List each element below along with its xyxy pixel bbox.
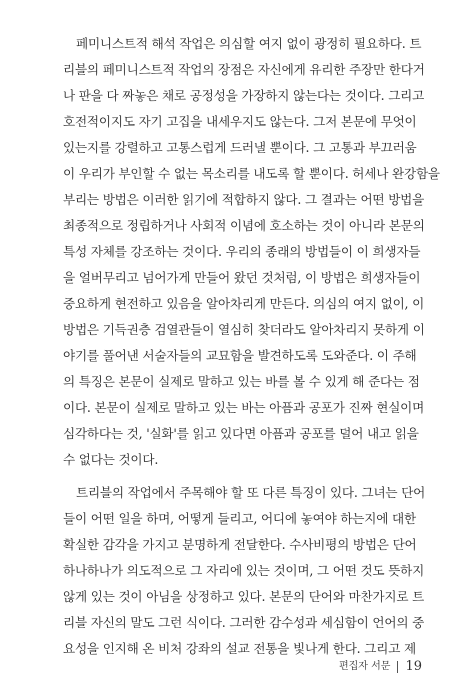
text-line: 의 특징은 본문이 실제로 말하고 있는 바를 볼 수 있게 해 준다는 점 — [63, 374, 420, 389]
text-line: 않게 있는 것이 아님을 상정하고 있다. 본문의 단어와 마찬가지로 트 — [63, 589, 425, 604]
running-section-title: 편집자 서문 — [338, 661, 391, 672]
text-line: 나 판을 다 짜놓은 채로 공정성을 가장하지 않는다는 것이다. 그리고 — [63, 88, 425, 103]
text-line: 심각하다는 것, '실화'를 읽고 있다면 아픔과 공포를 덜어 내고 읽을 — [63, 426, 419, 441]
text-line: 있는지를 강렬하고 고통스럽게 드러낼 뿐이다. 그 고통과 부끄러움 — [63, 140, 417, 155]
text-line: 방법은 기득권층 검열관들이 열심히 찾더라도 알아차리지 못하게 이 — [63, 322, 425, 337]
page-number: 19 — [405, 659, 422, 674]
text-line: 을 얼버무리고 넘어가게 만들어 왔던 것처럼, 이 방법은 희생자들이 — [63, 270, 421, 285]
text-line: 리블의 페미니스트적 작업의 장점은 자신에게 유리한 주장만 한다거 — [63, 62, 425, 77]
text-line: 이 우리가 부인할 수 없는 목소리를 내도록 할 뿐이다. 허세나 완강함을 — [63, 166, 440, 181]
text-line: 호전적이지도 자기 고집을 내세우지도 않는다. 그저 본문에 무엇이 — [63, 114, 417, 129]
text-line: 야기를 풀어낸 서술자들의 교묘함을 발견하도록 도와준다. 이 주해 — [63, 348, 417, 363]
text-line: 들이 어떤 일을 하며, 어떻게 들리고, 어디에 놓여야 하는지에 대한 — [63, 511, 416, 526]
text-line: 페미니스트적 해석 작업은 의심할 여지 없이 광정히 필요하다. 트 — [76, 36, 422, 51]
text-line: 이다. 본문이 실제로 말하고 있는 바는 아픔과 공포가 진짜 현실이며 — [63, 400, 425, 415]
page-footer — [339, 658, 422, 676]
text-line: 부리는 방법은 이러한 읽기에 적합하지 않다. 그 결과는 어떤 방법을 — [63, 192, 425, 207]
footer-divider — [397, 661, 398, 673]
text-line: 중요하게 현전하고 있음을 알아차리게 만든다. 의심의 여지 없이, 이 — [63, 296, 425, 311]
text-line: 하나하나가 의도적으로 그 자리에 있는 것이며, 그 어떤 것도 뜻하지 — [63, 563, 425, 578]
text-line: 리블 자신의 말도 그런 식이다. 그러한 감수성과 세심함이 언어의 중 — [63, 615, 425, 630]
text-line: 최종적으로 정립하거나 사회적 이념에 호소하는 것이 아니라 본문의 — [63, 218, 425, 233]
text-line: 요성을 인지해 온 비처 강좌의 설교 전통을 빛나게 한다. 그리고 제 — [63, 641, 416, 656]
text-line: 수 없다는 것이다. — [63, 452, 159, 467]
text-line: 특성 자체를 강조하는 것이다. 우리의 종래의 방법들이 이 희생자들 — [63, 244, 421, 259]
text-line: 트리블의 작업에서 주목해야 할 또 다른 특징이 있다. 그녀는 단어 — [76, 485, 426, 500]
text-line: 확실한 감각을 가지고 분명하게 전달한다. 수사비평의 방법은 단어 — [63, 537, 417, 552]
